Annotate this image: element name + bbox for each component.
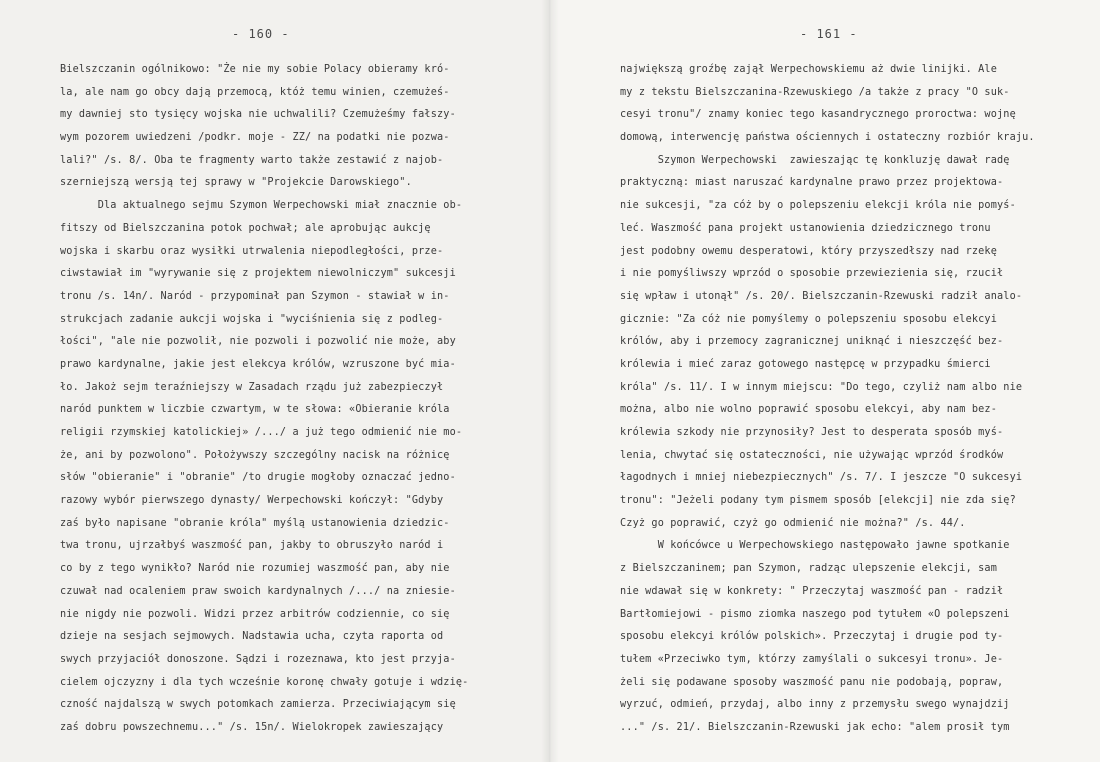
text-line: ło. Jakoż sejm teraźniejszy w Zasadach rządu już zabezpieczył	[60, 381, 444, 393]
text-line: nie wdawał się w konkrety: " Przeczytaj waszmość pan - radził	[620, 585, 1004, 597]
text-line: króla" /s. 11/. I w innym miejscu: "Do tego, czyliż nam albo nie	[620, 381, 1023, 393]
text-line: największą groźbę zajął Werpechowskiemu aż dwie linijki. Ale	[620, 64, 998, 75]
text-line: wyrzuć, odmień, przydaj, albo inny z przemysłu swego wynajdzij	[620, 699, 1010, 711]
text-line: tronu": "Jeżeli podany tym pismem sposób [elekcji] nie zda się?	[620, 495, 1016, 507]
text-line: czuwał nad ocaleniem praw swoich kardynalnych /.../ na zniesie-	[60, 585, 456, 597]
text-line: dzieje na sesjach sejmowych. Nadstawia ucha, czyta raporta od	[60, 631, 444, 643]
text-line: nie nigdy nie pozwoli. Widzi przez arbitrów codziennie, co się	[60, 608, 450, 620]
text-line: Szymon Werpechowski zawieszając tę konkluzję dawał radę	[620, 154, 1010, 166]
text-line: ciwstawiał im "wyrywanie się z projektem niewolniczym" sukcesji	[60, 268, 456, 280]
text-line: naród punktem w liczbie czwartym, w te słowa: «Obieranie króla	[60, 404, 450, 416]
text-line: królewia i mieć zaraz gotowego następcę w przypadku śmierci	[620, 358, 991, 370]
text-line: praktyczną: miast naruszać kardynalne prawo przez projektowa-	[620, 177, 1004, 189]
text-line: szerniejszą wersją tej sprawy w "Projekcie Darowskiego".	[60, 177, 412, 189]
text-line: słów "obieranie" i "obranie" /to drugie mogłoby oznaczać jedno-	[60, 472, 456, 484]
right-page	[550, 0, 1100, 762]
text-line: że, ani by pozwolono". Położywszy szczególny nacisk na różnicę	[60, 449, 450, 461]
text-line: lenia, chwytać się ostateczności, nie używając wprzód środków	[620, 449, 1004, 461]
text-line: jest podobny owemu desperatowi, który przyszedłszy nad rzekę	[620, 245, 998, 257]
text-line: można, albo nie wolno poprawić sposobu elekcyi, aby nam bez-	[620, 404, 998, 416]
text-line: cielem ojczyzny i dla tych wcześnie koronę chwały gotuje i wdzię-	[60, 676, 469, 688]
text-line: Bielszczanin ogólnikowo: "Że nie my sobie Polacy obieramy kró-	[60, 64, 450, 75]
text-line: królewia szkody nie przynosiły? Jest to desperata sposób myś-	[620, 427, 1004, 438]
left-page-number: - 160 -	[232, 27, 290, 41]
text-line: wojska i skarbu oraz wysiłki utrwalenia niepodległości, prze-	[60, 245, 444, 257]
text-line: gicznie: "Za cóż nie pomyślemy o polepszeniu sposobu elekcyi	[620, 313, 998, 325]
text-line: W końcówce u Werpechowskiego następowało jawne spotkanie	[620, 540, 1010, 552]
text-line: fitszy od Bielszczanina potok pochwał; ale aprobując aukcję	[60, 222, 431, 234]
left-page-text	[60, 59, 500, 740]
text-line: prawo kardynalne, jakie jest elekcya królów, wzruszone być mia-	[60, 358, 456, 370]
text-line: zaś było napisane "obranie króla" myślą ustanowienia dziedzic-	[60, 517, 450, 529]
text-line: cesyi tronu"/ znamy koniec tego kasandrycznego proroctwa: wojnę	[620, 109, 1016, 121]
text-line: razowy wybór pierwszego dynasty/ Werpechowski kończył: "Gdyby	[60, 495, 444, 507]
text-line: ..." /s. 21/. Bielszczanin-Rzewuski jak echo: "alem prosił tym	[620, 721, 1010, 733]
text-line: czność najdalszą w swych potomkach zamierza. Przeciwiającym się	[60, 699, 456, 711]
right-page-text	[620, 59, 1060, 740]
text-line: co by z tego wynikło? Naród nie rozumiej waszmość pan, aby nie	[60, 563, 450, 575]
text-line: la, ale nam go obcy dają przemocą, któż temu winien, czemużeś-	[60, 86, 450, 98]
text-line: wym pozorem uwiedzeni /podkr. moje - ZZ/ na podatki nie pozwa-	[60, 132, 450, 144]
text-line: zaś dobru powszechnemu..." /s. 15n/. Wielokropek zawieszający	[60, 721, 444, 733]
text-line: my z tekstu Bielszczanina-Rzewuskiego /a także z pracy "O suk-	[620, 86, 1010, 98]
text-line: nie sukcesji, "za cóż by o polepszeniu elekcji króla nie pomyś-	[620, 200, 1016, 212]
text-line: łości", "ale nie pozwolił, nie pozwoli i pozwolić nie może, aby	[60, 336, 456, 348]
text-line: Dla aktualnego sejmu Szymon Werpechowski miał znacznie ob-	[60, 200, 463, 212]
text-line: i nie pomyśliwszy wprzód o sposobie przewiezienia się, rzucił	[620, 268, 1004, 280]
text-line: religii rzymskiej katolickiej» /.../ a już tego odmienić nie mo-	[60, 427, 463, 438]
text-line: Bartłomiejowi - pismo ziomka naszego pod tytułem «O polepszeni	[620, 608, 1010, 620]
right-page-number: - 161 -	[800, 27, 858, 41]
text-line: leć. Waszmość pana projekt ustanowienia dziedzicznego tronu	[620, 222, 991, 234]
text-line: tułem «Przeciwko tym, którzy zamyślali o sukcesyi tronu». Je-	[620, 653, 1004, 665]
text-line: łagodnych i mniej niebezpiecznych" /s. 7/. I jeszcze "O sukcesyi	[620, 472, 1023, 484]
text-line: swych przyjaciół donoszone. Sądzi i rozeznawa, kto jest przyja-	[60, 653, 456, 665]
text-line: strukcjach zadanie aukcji wojska i "wyciśnienia się z podleg-	[60, 313, 444, 325]
text-line: z Bielszczaninem; pan Szymon, radząc ulepszenie elekcji, sam	[620, 563, 998, 575]
text-line: królów, aby i przemocy zagranicznej uniknąć i nieszczęść bez-	[620, 336, 1004, 348]
text-line: domową, interwencję państwa ościennych i ostateczny rozbiór kraju.	[620, 132, 1035, 144]
text-line: my dawniej sto tysięcy wojska nie uchwalili? Czemużeśmy fałszy-	[60, 109, 456, 121]
text-line: sposobu elekcyi królów polskich». Przeczytaj i drugie pod ty-	[620, 631, 1004, 643]
text-line: się wpław i utonął" /s. 20/. Bielszczanin-Rzewuski radził analo-	[620, 290, 1023, 302]
text-line: lali?" /s. 8/. Oba te fragmenty warto także zestawić z najob-	[60, 154, 444, 166]
text-line: żeli się podawane sposoby waszmość panu nie podobają, popraw,	[620, 676, 1004, 688]
text-line: Czyż go poprawić, czyż go odmienić nie można?" /s. 44/.	[620, 517, 966, 529]
text-line: tronu /s. 14n/. Naród - przypominał pan Szymon - stawiał w in-	[60, 290, 450, 302]
text-line: twa tronu, ujrzałbyś waszmość pan, jakby to obruszyło naród i	[60, 540, 444, 552]
